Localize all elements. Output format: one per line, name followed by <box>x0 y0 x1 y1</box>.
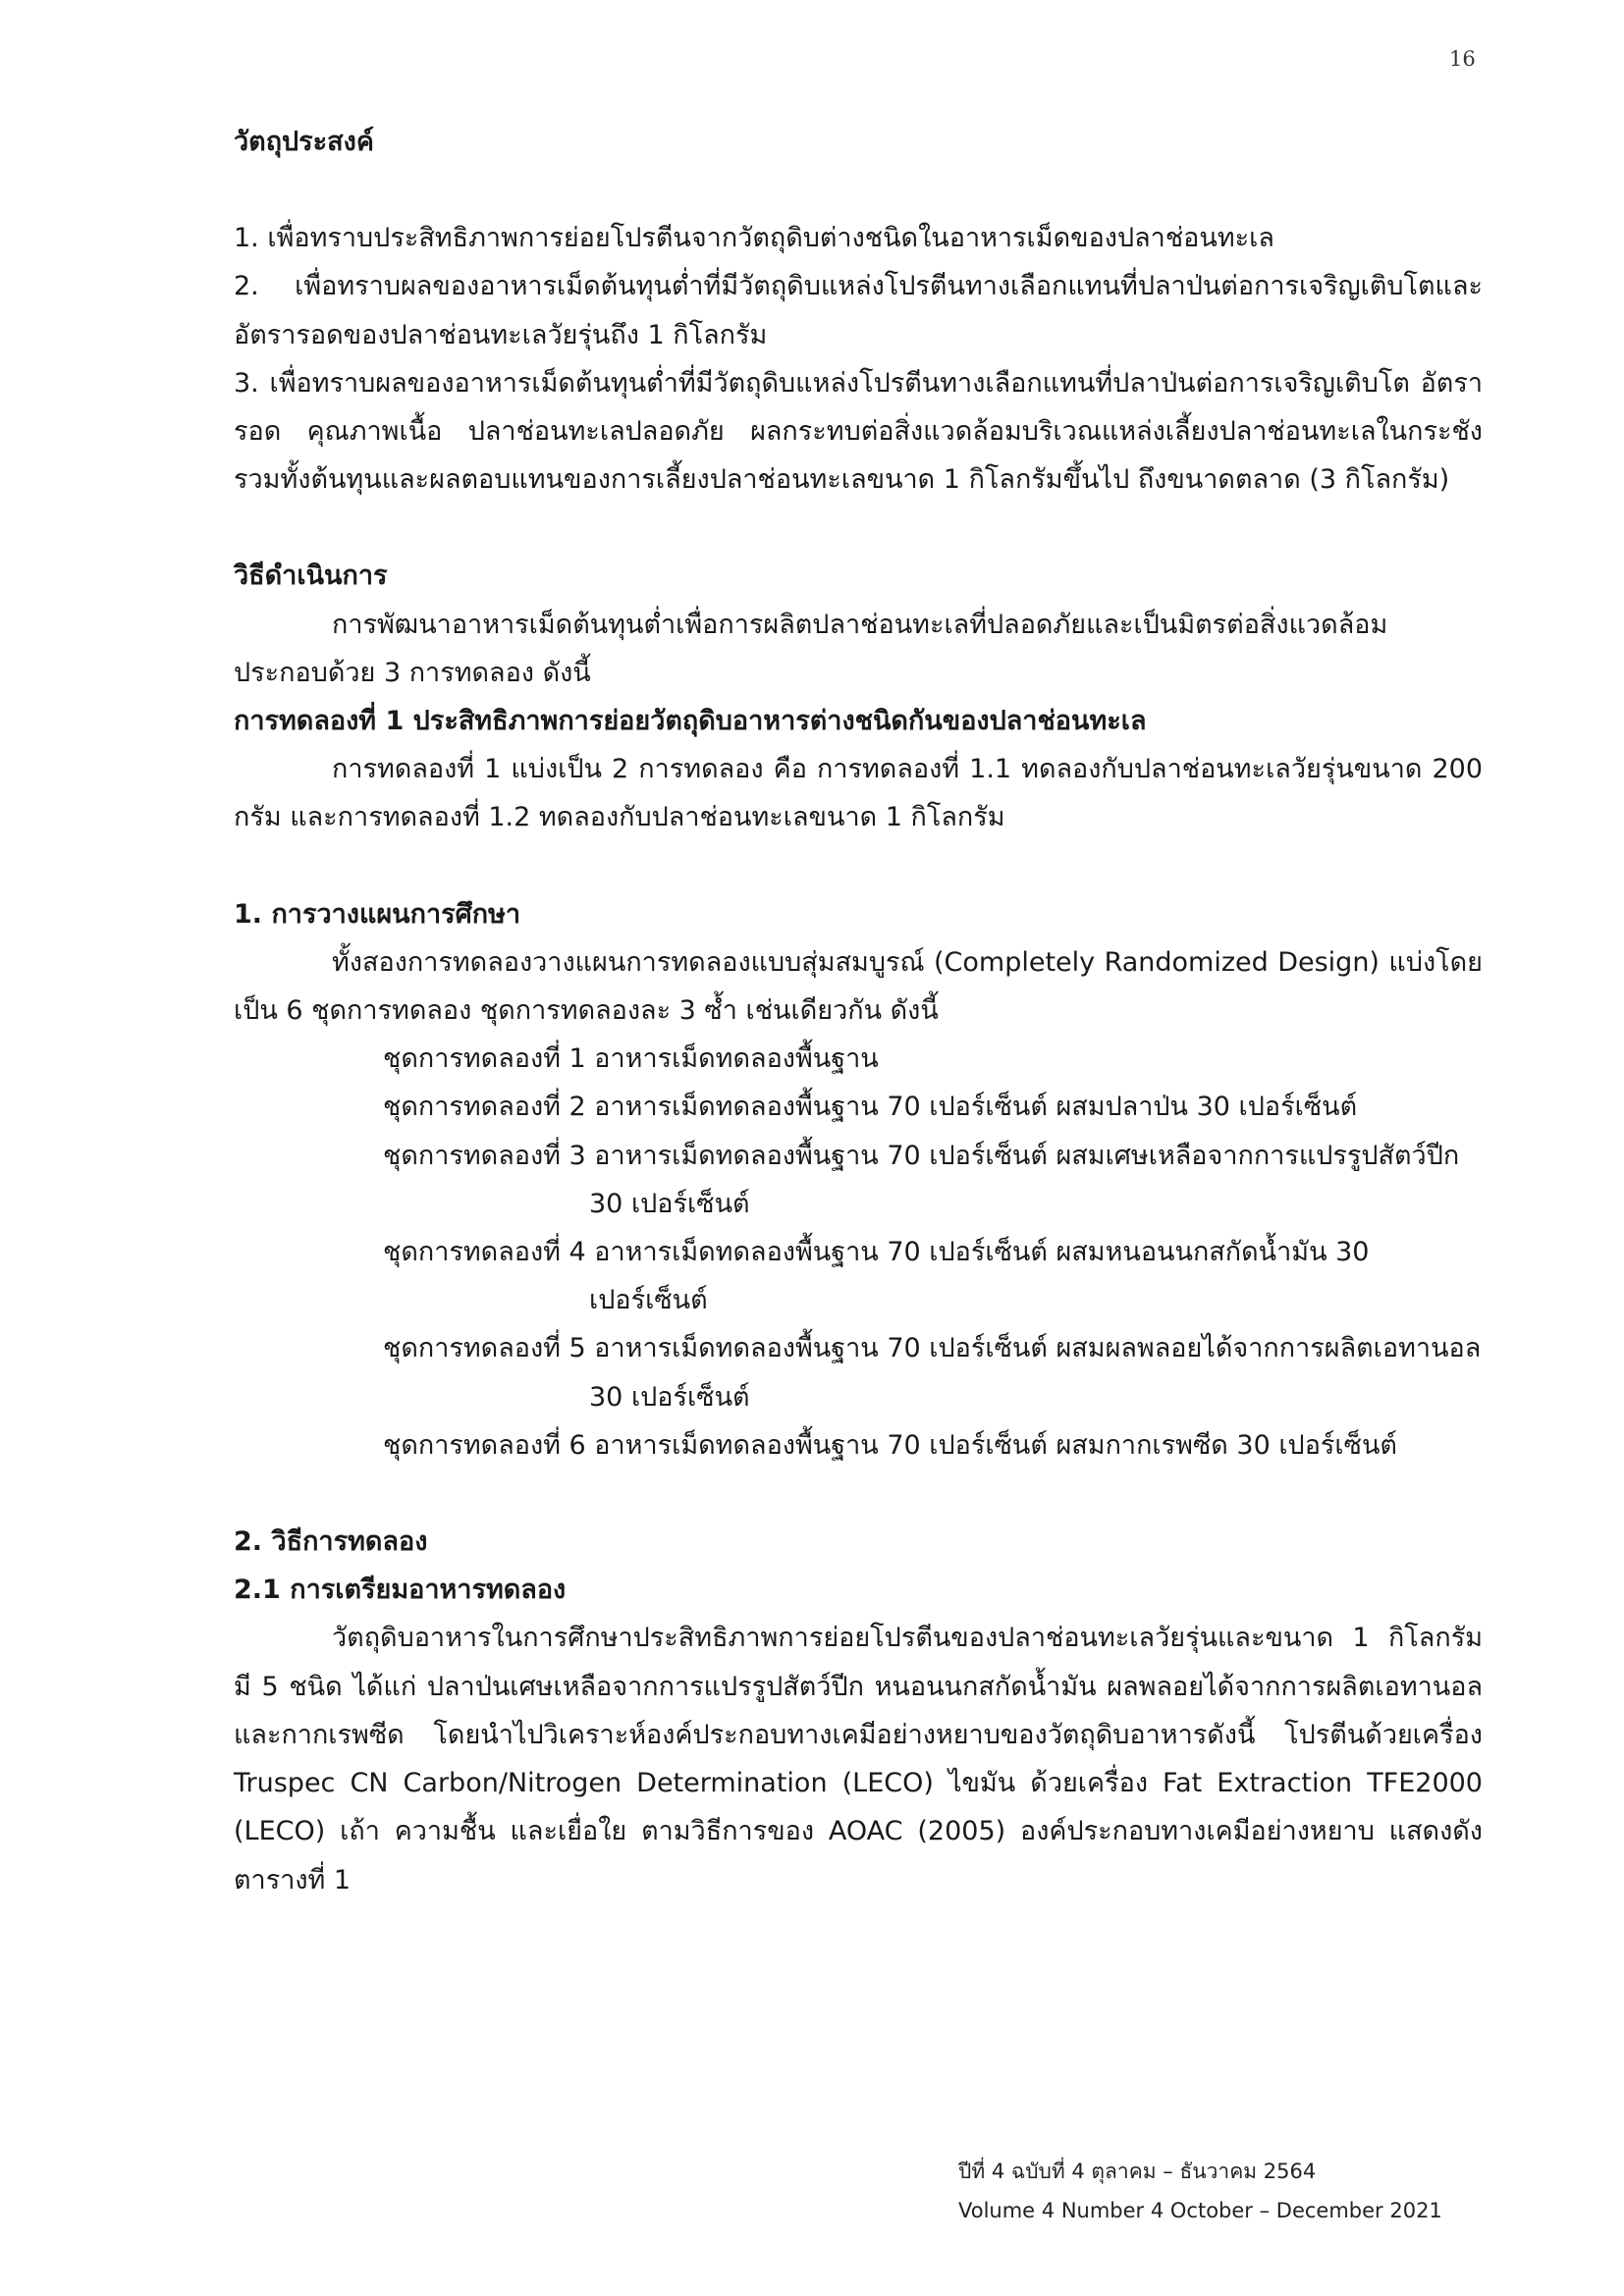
procedure-subheading: 2.1 การเตรียมอาหารทดลอง <box>234 1575 567 1606</box>
planning-intro: ทั้งสองการทดลองวางแผนการทดลองแบบสุ่มสมบูรณ์ (Completely Randomized Design) แบ่งโดยเป็น 6 ชุดการทดลอง ชุดการทดลองละ 3 ซ้ำ เช่นเดียวกัน ดังนี้ <box>234 946 1483 1027</box>
treatment-item-4: ชุดการทดลองที่ 4 อาหารเม็ดทดลองพื้นฐาน 70 เปอร์เซ็นต์ ผสมหนอนนกสกัดน้ำมัน 30 เปอร์เซ็นต์ <box>383 1237 1370 1316</box>
treatment-item-3: ชุดการทดลองที่ 3 อาหารเม็ดทดลองพื้นฐาน 70 เปอร์เซ็นต์ ผสมเศษเหลือจากการแปรรูปสัตว์ปีก 30 เปอร์เซ็นต์ <box>383 1140 1460 1219</box>
planning-heading: 1. การวางแผนการศึกษา <box>234 898 521 930</box>
treatment-item-5: ชุดการทดลองที่ 5 อาหารเม็ดทดลองพื้นฐาน 70 เปอร์เซ็นต์ ผสมผลพลอยได้จากการผลิตเอทานอล 30 เปอร์เซ็นต์ <box>383 1333 1482 1413</box>
spacer <box>234 504 1483 552</box>
methods-intro: การพัฒนาอาหารเม็ดต้นทุนต่ำเพื่อการผลิตปลาช่อนทะเลที่ปลอดภัยและเป็นมิตรต่อสิ่งแวดล้อม ประกอบด้วย 3 การทดลอง ดังนี้ <box>234 609 1388 688</box>
methods-heading: วิธีดำเนินการ <box>234 561 388 592</box>
document-body <box>234 118 1483 1904</box>
footer-thai: ปีที่ 4 ฉบับที่ 4 ตุลาคม – ธันวาคม 2564 <box>958 2160 1317 2183</box>
spacer <box>234 842 1483 890</box>
spacer <box>234 1469 1483 1518</box>
page-number: 16 <box>1449 47 1476 71</box>
footer-english: Volume 4 Number 4 October – December 2021 <box>958 2199 1442 2222</box>
objectives-heading: วัตถุประสงค์ <box>234 127 374 157</box>
treatment-list <box>383 1035 1483 1469</box>
objective-item-2: 2. เพื่อทราบผลของอาหารเม็ดต้นทุนต่ำที่มีวัตถุดิบแหล่งโปรตีนทางเลือกแทนที่ปลาป่นต่อการเจริญเติบโตและอัตรารอดของปลาช่อนทะเลวัยรุ่นถึง 1 กิโลกรัม <box>234 271 1483 350</box>
objective-item-3: 3. เพื่อทราบผลของอาหารเม็ดต้นทุนต่ำที่มีวัตถุดิบแหล่งโปรตีนทางเลือกแทนที่ปลาป่นต่อการเจริญเติบโต อัตรารอด คุณภาพเนื้อ ปลาช่อนทะเลปลอดภัย ผลกระทบต่อสิ่งแวดล้อมบริเวณแหล่งเลี้ยงปลาช่อนทะเลในกระชัง รวมทั้งต้นทุนและผลตอบแทนของการเลี้ยงปลาช่อนทะเลขนาด 1 กิโลกรัมขึ้นไป ถึงขนาดตลาด (3 กิโลกรัม) <box>234 367 1483 496</box>
objective-item-1: 1. เพื่อทราบประสิทธิภาพการย่อยโปรตีนจากวัตถุดิบต่างชนิดในอาหารเม็ดของปลาช่อนทะเล <box>234 223 1274 254</box>
treatment-item-2: ชุดการทดลองที่ 2 อาหารเม็ดทดลองพื้นฐาน 70 เปอร์เซ็นต์ ผสมปลาป่น 30 เปอร์เซ็นต์ <box>383 1092 1358 1123</box>
treatment-item-1: ชุดการทดลองที่ 1 อาหารเม็ดทดลองพื้นฐาน <box>383 1043 879 1075</box>
spacer <box>234 166 1483 214</box>
experiment1-text: การทดลองที่ 1 แบ่งเป็น 2 การทดลอง คือ การทดลองที่ 1.1 ทดลองกับปลาช่อนทะเลวัยรุ่นขนาด 200 กรัม และการทดลองที่ 1.2 ทดลองกับปลาช่อนทะเลขนาด 1 กิโลกรัม <box>234 754 1483 833</box>
experiment1-heading: การทดลองที่ 1 ประสิทธิภาพการย่อยวัตถุดิบอาหารต่างชนิดกันของปลาช่อนทะเล <box>234 706 1147 737</box>
procedure-text: วัตถุดิบอาหารในการศึกษาประสิทธิภาพการย่อยโปรตีนของปลาช่อนทะเลวัยรุ่นและขนาด 1 กิโลกรัม มี 5 ชนิด ได้แก่ ปลาป่นเศษเหลือจากการแปรรูปสัตว์ปีก หนอนนกสกัดน้ำมัน ผลพลอยได้จากการผลิตเอทานอล และกากเรพซีด โดยนำไปวิเคราะห์องค์ประกอบทางเคมีอย่างหยาบของวัตถุดิบอาหารดังนี้ โปรตีนด้วยเครื่อง Truspec CN Carbon/Nitrogen Determination (LECO) ไขมัน ด้วยเครื่อง Fat Extraction TFE2000 (LECO) เถ้า ความชื้น และเยื่อใย ตามวิธีการของ AOAC (2005) องค์ประกอบทางเคมีอย่างหยาบ แสดงดังตารางที่ 1 <box>234 1623 1483 1896</box>
procedure-heading: 2. วิธีการทดลอง <box>234 1526 428 1558</box>
treatment-item-6: ชุดการทดลองที่ 6 อาหารเม็ดทดลองพื้นฐาน 70 เปอร์เซ็นต์ ผสมกากเรพซีด 30 เปอร์เซ็นต์ <box>383 1429 1397 1461</box>
page-footer <box>958 2152 1442 2230</box>
